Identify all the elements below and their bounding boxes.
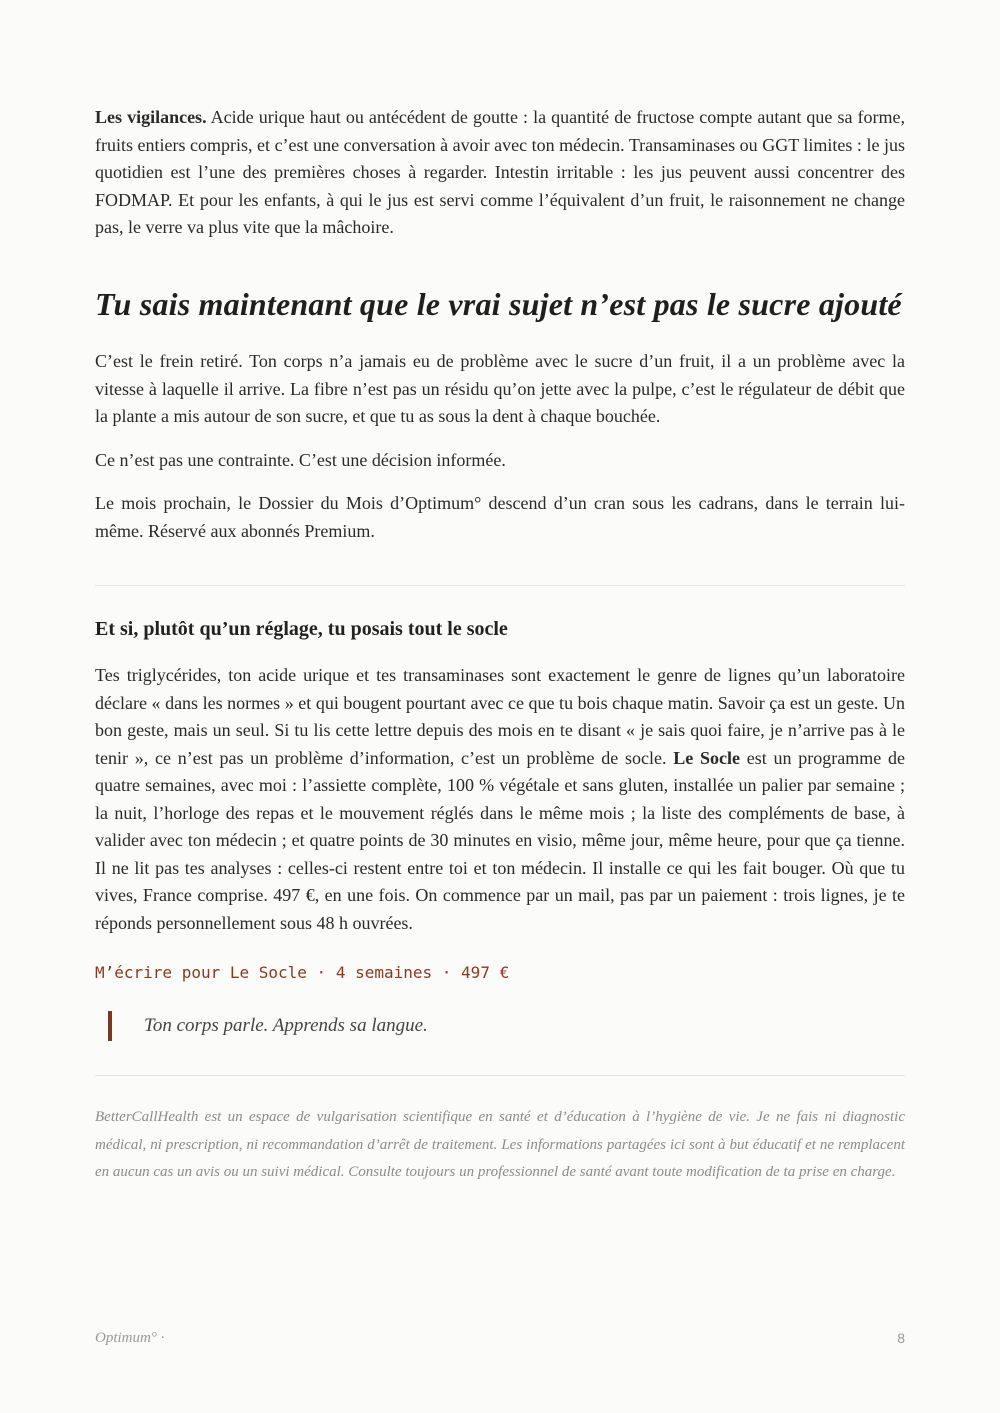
page-content — [95, 104, 905, 1187]
footer-brand: Optimum° · — [95, 1330, 165, 1346]
socle-text-before: Tes triglycérides, ton acide urique et tes transaminases sont exactement le genre de lignes qu’un laboratoire déclare « dans les normes » et qui bougent pourtant avec ce que tu bois chaque matin. Savoir ça est un geste. Un bon geste, mais un seul. Si tu lis cette lettre depuis des mois en te disant « je sais quoi faire, je n’arrive pas à le tenir », ce n’est pas un problème d’information, c’est un problème de socle. — [95, 665, 905, 768]
quote-text: Ton corps parle. Apprends sa langue. — [144, 1015, 428, 1037]
divider-footer — [95, 1075, 905, 1076]
socle-strong: Le Socle — [673, 747, 740, 768]
section-title: Tu sais maintenant que le vrai sujet n’est pas le sucre ajouté — [95, 285, 902, 322]
divider — [95, 585, 905, 586]
socle-cta-link[interactable]: M’écrire pour Le Socle · 4 semaines · 497 € — [95, 963, 510, 983]
disclaimer: BetterCallHealth est un espace de vulgarisation scientifique en santé et d’éducation à l’hygiène de vie. Je ne fais ni diagnostic médical, ni prescription, ni recommandation d’arrêt de traitement. Les informations partagées ici sont à but éducatif et ne remplacent en aucun cas un avis ou un suivi médical. Consulte toujours un professionnel de santé avant toute modification de ta prise en charge. — [95, 1109, 905, 1181]
quote-block — [108, 1011, 905, 1041]
socle-text-after: est un programme de quatre semaines, avec moi : l’assiette complète, 100 % végétale et sans gluten, installée un palier par semaine ; la nuit, l’horloge des repas et le mouvement réglés dans le même mois ; la liste des compléments de base, à valider avec ton médecin ; et quatre points de 30 minutes en visio, même jour, même heure, pour que ça tienne. Il ne lit pas tes analyses : celles-ci restent entre toi et ton médecin. Il installe ce qui les fait bouger. Où que tu vives, France comprise. 497 €, en une fois. On commence par un mail, pas par un paiement : trois lignes, je te réponds personnellement sous 48 h ouvrées. — [95, 747, 905, 933]
section-paragraph-2: Ce n’est pas une contrainte. C’est une décision informée. — [95, 449, 506, 470]
socle-title: Et si, plutôt qu’un réglage, tu posais tout le socle — [95, 618, 508, 641]
vigilances-text: Acide urique haut ou antécédent de goutte : la quantité de fructose compte autant que sa forme, fruits entiers compris, et c’est une conversation à avoir avec ton médecin. Transaminases ou GGT limites : le jus quotidien est l’une des premières choses à regarder. Intestin irritable : les jus peuvent aussi concentrer des FODMAP. Et pour les enfants, à qui le jus est servi comme l’équivalent d’un fruit, le raisonnement ne change pas, le verre va plus vite que la mâchoire. — [95, 107, 906, 237]
vigilances-paragraph — [95, 104, 905, 242]
page-number: 8 — [897, 1330, 905, 1346]
socle-paragraph — [95, 662, 905, 937]
section-paragraph-1: C’est le frein retiré. Ton corps n’a jamais eu de problème avec le sucre d’un fruit, il a un problème avec la vitesse à laquelle il arrive. La fibre n’est pas un résidu qu’on jette avec la pulpe, c’est le régulateur de débit que la plante a mis autour de son sucre, et que tu as sous la dent à chaque bouchée. — [95, 351, 905, 427]
section-paragraph-3: Le mois prochain, le Dossier du Mois d’Optimum° descend d’un cran sous les cadrans, dans le terrain lui-même. Réservé aux abonnés Premium. — [95, 493, 905, 541]
vigilances-lead: Les vigilances. — [95, 107, 207, 127]
